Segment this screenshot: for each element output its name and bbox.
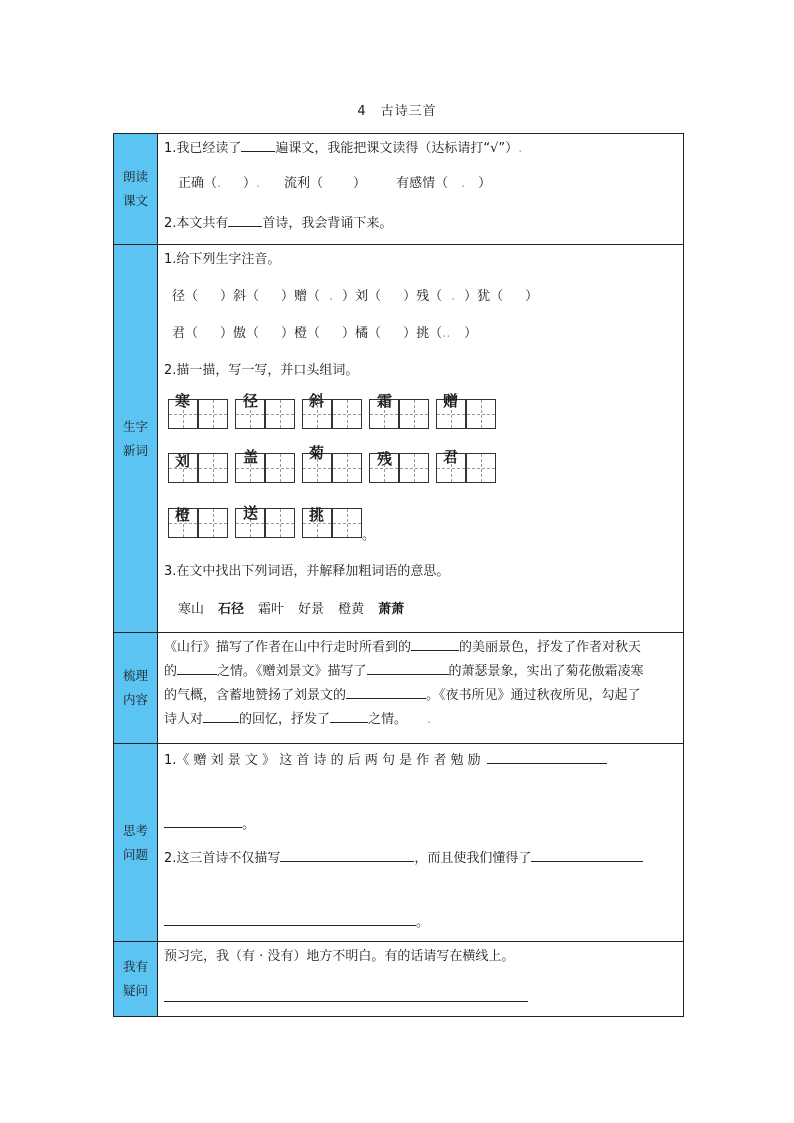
writing-cell[interactable] [466,399,496,429]
writing-cell[interactable] [399,399,429,429]
writing-cell[interactable] [466,453,496,483]
grid-char: 挑 [309,506,325,524]
grid-char: 残 [377,450,393,468]
grid-char: 送 [243,504,259,522]
poem-count-blank[interactable] [228,213,262,227]
pinyin-row-2: 君（ ）傲（ ）橙（ ）橘（ ）挑（.. ） [172,326,478,341]
summary-line-3: 的气概，含蓄地赞扬了刘景文的 。《夜书所见》通过秋夜所见，勾起了 [164,685,641,705]
answer-line[interactable] [164,912,416,926]
fill-blank[interactable] [330,709,368,723]
word-bold: 萧萧 [378,602,405,617]
questions-prompt: 预习完，我（有 · 没有）地方不明白。有的话请写在横线上。 [164,949,515,964]
page-title [0,100,794,119]
writing-cell[interactable] [198,508,228,538]
vocab-section [114,245,683,633]
lesson-number: 4 [357,104,367,119]
reading-section [114,134,683,245]
grid-char: 刘 [175,452,191,470]
questions-section [114,942,683,1016]
writing-cell[interactable] [332,508,362,538]
questions-label: 我有 疑问 [114,942,158,1016]
writing-cell[interactable] [198,453,228,483]
summary-line-2: 的 之情。《赠刘景文》描写了 的萧瑟景象，实出了菊花傲霜凌寒 [164,661,644,681]
word: 寒山 [178,602,205,617]
emotion-checkbox[interactable]: . [461,176,466,191]
writing-cell[interactable] [332,453,362,483]
fill-blank[interactable] [367,661,449,675]
thinking-q2-continued: 。 [164,912,429,932]
pinyin-row-1: 径（ ）斜（ ）赠（ . ）刘（ ）残（ . ）犹（ ） [172,289,539,304]
fill-blank[interactable] [346,685,426,699]
grid-char: 径 [243,392,259,410]
reading-label: 朗读 课文 [114,134,158,244]
answer-line[interactable] [531,848,643,862]
reading-criteria: 正确（. ）. 流利（ ） 有感情（ . ） [178,176,492,191]
writing-cell[interactable] [332,399,362,429]
word: 霜叶 [258,602,285,617]
writing-cell[interactable] [198,399,228,429]
thinking-q1-continued: 。 [164,814,255,834]
fill-blank[interactable] [411,637,459,651]
summary-line-4: 诗人对 的回忆，抒发了 之情。 . [164,709,431,729]
writing-cell[interactable] [265,508,295,538]
vocab-word-list [178,601,418,619]
grid-end-mark: 。 [362,528,376,543]
word: 好景 [298,602,325,617]
preview-worksheet-table [113,133,684,1017]
reading-q1: 1.我已经读了 遍课文，我能把课文读得（达标请打“√”）. [164,138,522,158]
vocab-label: 生字 新词 [114,245,158,632]
fill-blank[interactable] [203,709,239,723]
grid-char: 橙 [175,506,191,524]
reading-q2: 2.本文共有 首诗，我会背诵下来。 [164,213,392,233]
answer-line[interactable] [487,750,607,764]
questions-answer-row [164,988,528,1008]
grid-char: 君 [443,448,459,466]
grid-char: 赠 [443,392,459,410]
read-count-blank[interactable] [241,138,275,152]
grid-char: 寒 [175,392,191,410]
writing-cell[interactable] [399,453,429,483]
thinking-q1: 1.《 赠 刘 景 文 》 这 首 诗 的 后 两 句 是 作 者 勉 励 [164,750,607,770]
vocab-q2: 2.描一描，写一写，并口头组词。 [164,363,359,378]
thinking-label: 思考 问题 [114,744,158,941]
word-bold: 石径 [218,602,245,617]
summary-label: 梳理 内容 [114,633,158,743]
vocab-q3: 3.在文中找出下列词语，并解释加粗词语的意思。 [164,564,450,579]
answer-line[interactable] [280,848,414,862]
summary-section [114,633,683,744]
answer-line[interactable] [164,988,528,1002]
grid-char: 斜 [309,392,325,410]
answer-line[interactable] [164,814,242,828]
grid-char: 盖 [243,448,259,466]
correct-checkbox[interactable]: . [217,176,222,191]
thinking-q2: 2.这三首诗不仅描写 ，而且使我们懂得了 [164,848,643,868]
thinking-section [114,744,683,942]
grid-char: 菊 [309,444,325,462]
writing-cell[interactable] [265,399,295,429]
word: 橙黄 [338,602,365,617]
writing-cell[interactable] [265,453,295,483]
lesson-title: 古诗三首 [380,104,437,119]
summary-line-1: 《山行》描写了作者在山中行走时所看到的 的美丽景色，抒发了作者对秋天 [164,637,641,657]
fill-blank[interactable] [177,661,217,675]
grid-char: 霜 [377,392,393,410]
vocab-q1: 1.给下列生字注音。 [164,252,281,267]
